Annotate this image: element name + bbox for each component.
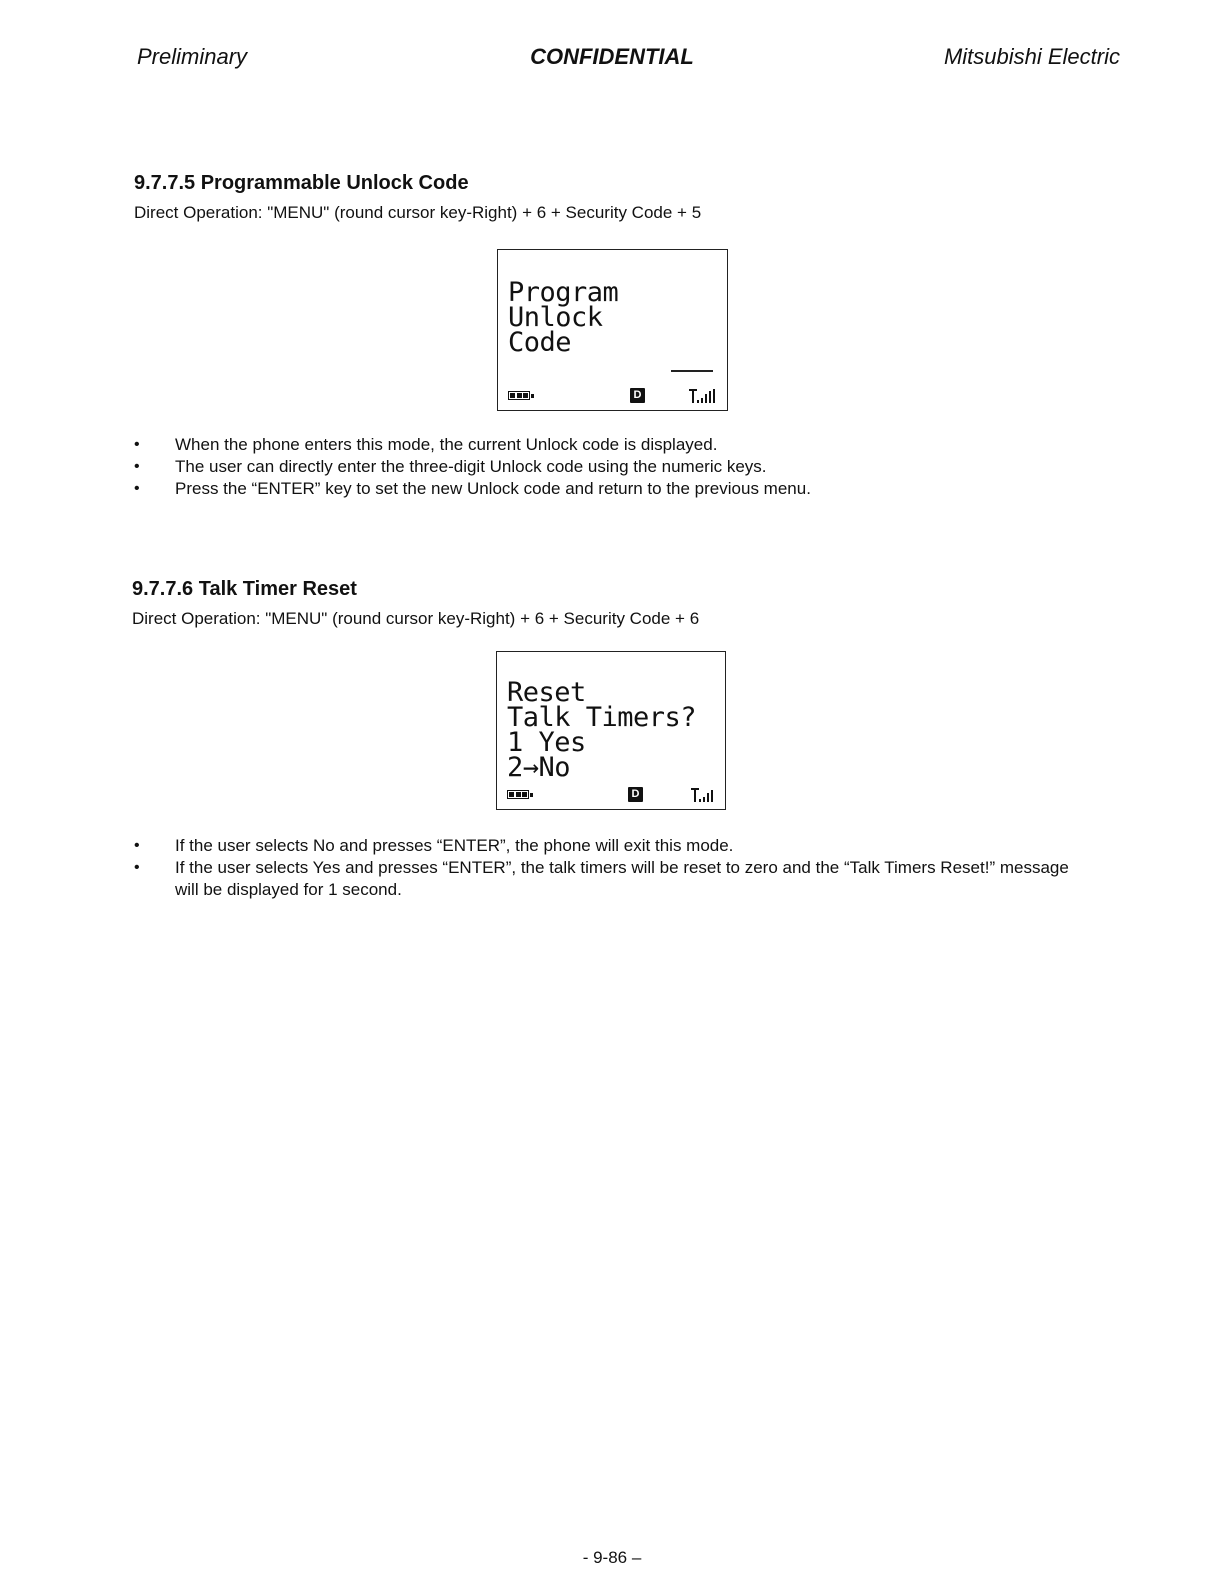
list-item: • If the user selects Yes and presses “ENTER”, the talk timers will be reset to zero and the “Talk Timers Reset!” message will be displayed for 1 second. — [134, 857, 1084, 901]
list-item: • The user can directly enter the three-digit Unlock code using the numeric keys. — [134, 456, 1084, 478]
lcd-line: Code — [508, 327, 572, 358]
header-preliminary: Preliminary — [137, 44, 248, 69]
header-company: Mitsubishi Electric — [943, 44, 1120, 69]
lcd-status-bar — [507, 787, 713, 803]
direct-operation-text: Direct Operation: "MENU" (round cursor key-Right) + 6 + Security Code + 6 — [132, 609, 700, 628]
lcd-line: Reset — [507, 677, 586, 708]
battery-icon — [507, 790, 529, 799]
lcd-text — [507, 677, 697, 783]
signal-strength-icon — [692, 389, 715, 403]
bullet-list-talk-timer — [134, 835, 1084, 901]
lcd-line: Program — [508, 277, 619, 308]
lcd-line: 1 Yes — [507, 727, 586, 758]
section-programmable-unlock-code — [134, 172, 1124, 223]
section-title: 9.7.7.5 Programmable Unlock Code — [134, 172, 469, 194]
list-item: • When the phone enters this mode, the current Unlock code is displayed. — [134, 434, 1084, 456]
section-title: 9.7.7.6 Talk Timer Reset — [132, 578, 357, 600]
lcd-status-bar — [508, 388, 715, 404]
digital-mode-icon: D — [628, 787, 643, 802]
digital-mode-icon: D — [630, 388, 645, 403]
lcd-text — [508, 277, 619, 358]
section-talk-timer-reset — [132, 578, 1122, 629]
entry-dashes — [671, 370, 713, 372]
page-number: - 9-86 – — [582, 1548, 642, 1567]
lcd-line: Unlock — [508, 302, 603, 333]
bullet-list-unlock-code — [134, 434, 1084, 500]
lcd-line: Talk Timers? — [507, 702, 697, 733]
header-confidential: CONFIDENTIAL — [530, 44, 694, 69]
battery-tip — [530, 793, 533, 797]
list-item: • If the user selects No and presses “ENTER”, the phone will exit this mode. — [134, 835, 1084, 857]
battery-tip — [531, 394, 534, 398]
lcd-display-talk-timer-reset — [496, 651, 726, 810]
list-item: • Press the “ENTER” key to set the new Unlock code and return to the previous menu. — [134, 478, 1084, 500]
signal-strength-icon — [694, 788, 713, 802]
lcd-display-unlock-code — [497, 249, 728, 411]
direct-operation-text: Direct Operation: "MENU" (round cursor key-Right) + 6 + Security Code + 5 — [134, 203, 702, 222]
lcd-line: 2→No — [507, 752, 571, 783]
battery-icon — [508, 391, 530, 400]
